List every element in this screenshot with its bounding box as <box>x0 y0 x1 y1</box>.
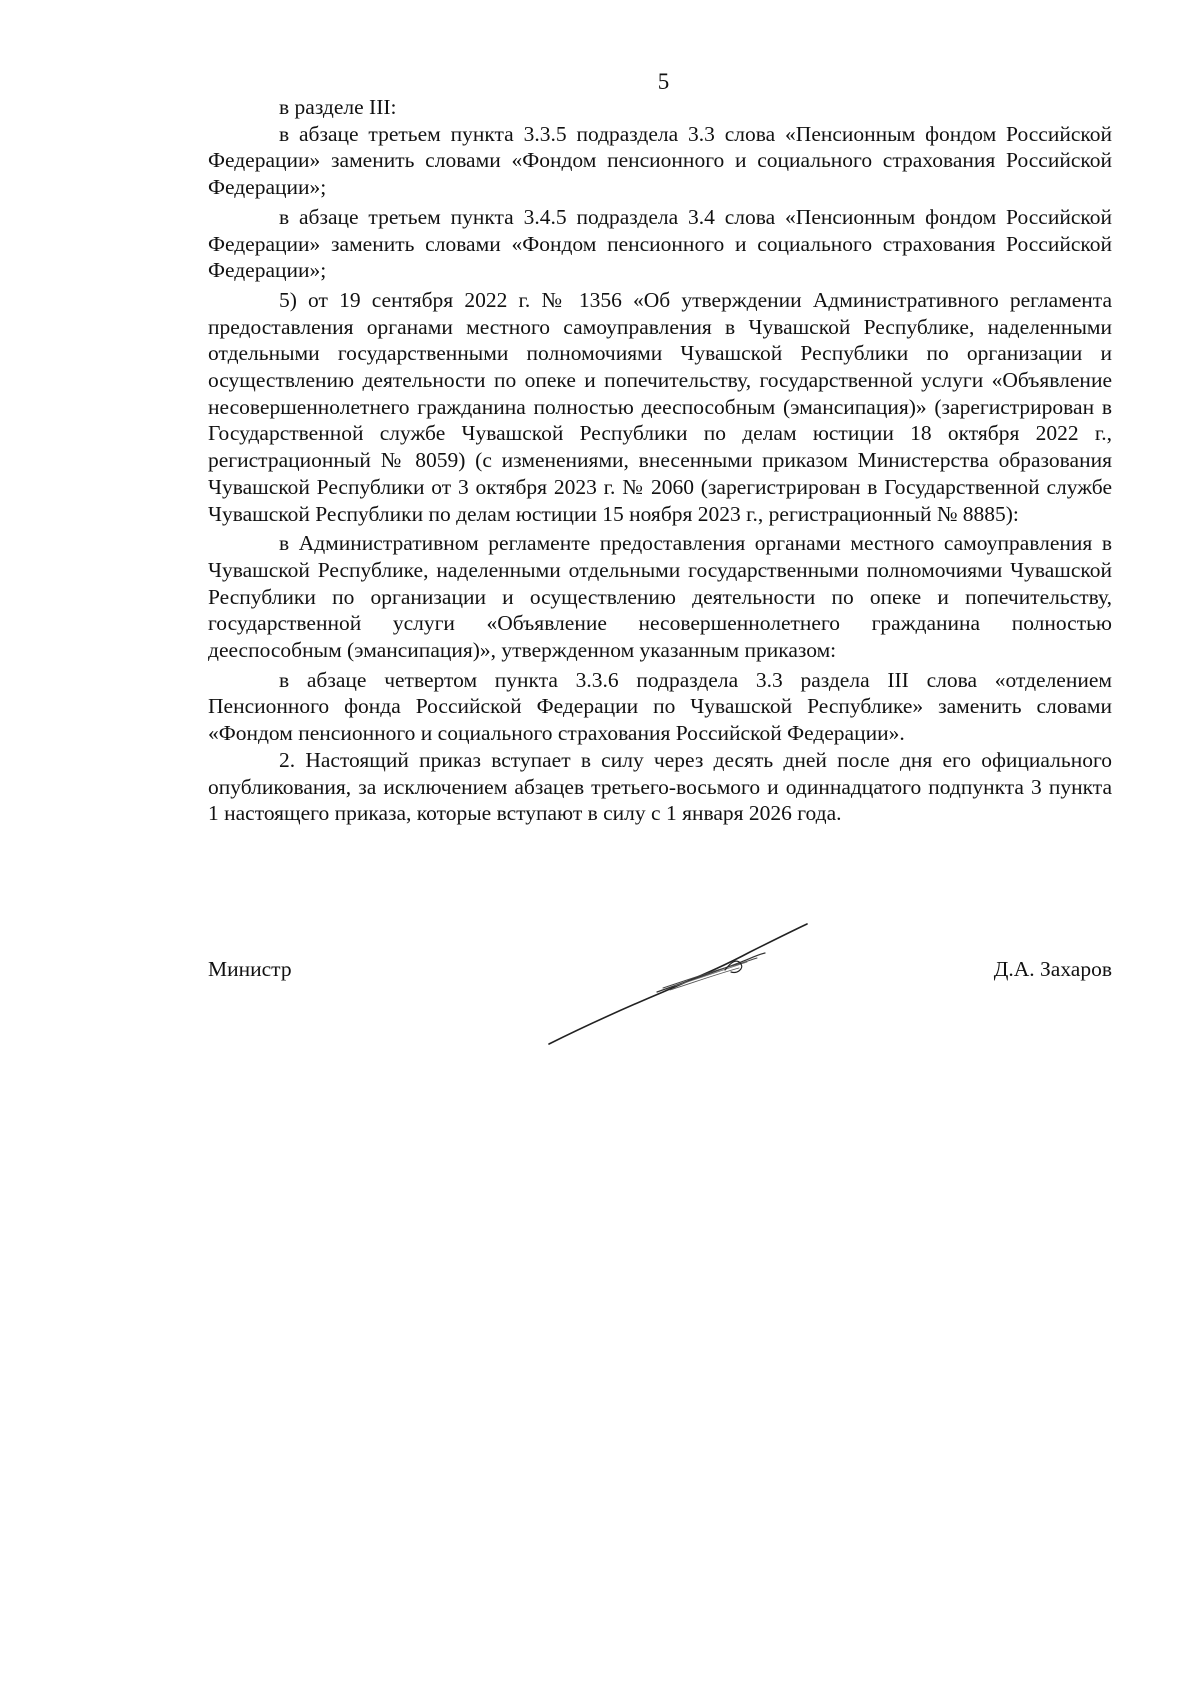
paragraph: 5) от 19 сентября 2022 г. № 1356 «Об утверждении Административного регламента предоставления органами местного самоуправления в Чувашской Республике, наделенными отдельными государственными полномочиями Чувашской Республики по организации и осуществлению деятельности по опеке и попечительству, государственной услуги «Объявление несовершеннолетнего гражданина полностью дееспособным (эмансипация)» (зарегистрирован в Государственной службе Чувашской Республики по делам юстиции 18 октября 2022 г., регистрационный № 8059) (с изменениями, внесенными приказом Министерства образования Чувашской Республики от 3 октября 2023 г. № 2060 (зарегистрирован в Государственной службе Чувашской Республики по делам юстиции 15 ноября 2023 г., регистрационный № 8885): <box>208 287 1112 526</box>
paragraph: в абзаце третьем пункта 3.3.5 подраздела 3.3 слова «Пенсионным фондом Российской Федерации» заменить словами «Фондом пенсионного и социального страхования Российской Федерации»; <box>208 121 1112 200</box>
handwritten-signature <box>545 922 815 1052</box>
document-body <box>208 94 1112 827</box>
paragraph: в абзаце третьем пункта 3.4.5 подраздела 3.4 слова «Пенсионным фондом Российской Федерации» заменить словами «Фондом пенсионного и социального страхования Российской Федерации»; <box>208 204 1112 283</box>
page-number: 5 <box>657 69 670 94</box>
paragraph: в абзаце четвертом пункта 3.3.6 подраздела 3.3 раздела III слова «отделением Пенсионного фонда Российской Федерации по Чувашской Республике» заменить словами «Фондом пенсионного и социального страхования Российской Федерации». <box>208 667 1112 746</box>
paragraph: в разделе III: <box>279 95 397 119</box>
signatory-name: Д.А. Захаров <box>993 957 1112 981</box>
paragraph: 2. Настоящий приказ вступает в силу через десять дней после дня его официального опубликования, за исключением абзацев третьего-восьмого и одиннадцатого подпункта 3 пункта 1 настоящего приказа, которые вступают в силу с 1 января 2026 года. <box>208 747 1112 826</box>
signatory-title: Министр <box>208 957 292 981</box>
paragraph: в Административном регламенте предоставления органами местного самоуправления в Чувашской Республике, наделенными отдельными государственными полномочиями Чувашской Республики по организации и осуществлению деятельности по опеке и попечительству, государственной услуги «Объявление несовершеннолетнего гражданина полностью дееспособным (эмансипация)», утвержденном указанным приказом: <box>208 531 1112 663</box>
